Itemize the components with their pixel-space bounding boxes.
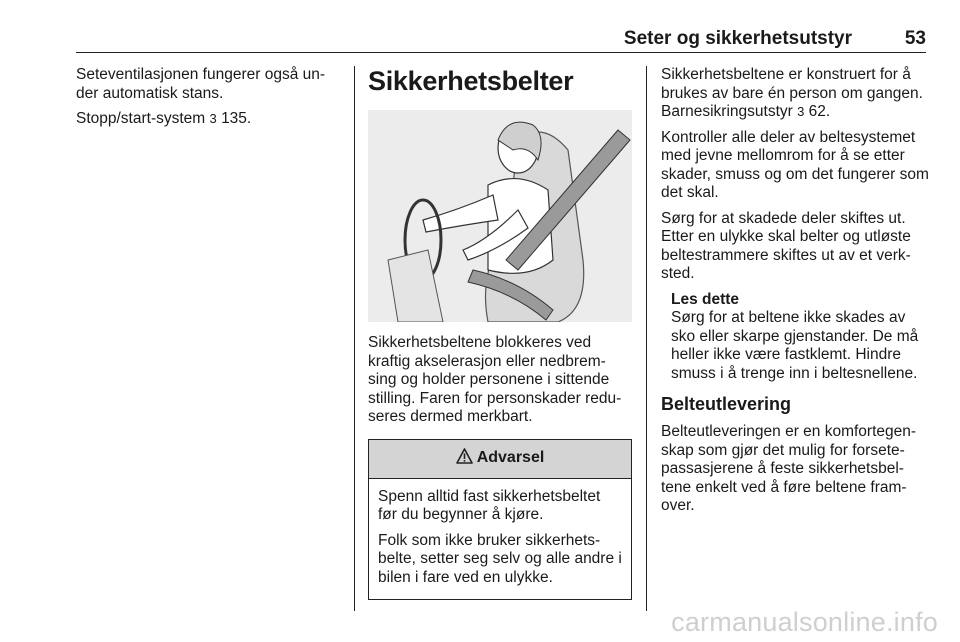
paragraph: Folk som ikke bruker sikkerhets- belte, setter seg selv og alle andre i bilen i fare ved en ulykke. (378, 531, 622, 586)
note-box (661, 291, 931, 384)
warning-title: Advarsel (476, 449, 545, 467)
paragraph: Sørg for at skadede deler skiftes ut. Etter en ulykke skal belter og utløste beltestrammere skiftes ut av et verk- sted. (661, 209, 911, 282)
column-1 (76, 66, 342, 136)
paragraph: Seteventilasjonen fungerer også un- der automatisk stans. (76, 66, 326, 102)
page-number: 53 (904, 28, 926, 49)
seatbelt-driver-illustration (368, 110, 632, 322)
note-title: Les dette (671, 290, 740, 308)
column-divider (354, 66, 355, 611)
paragraph: Belteutleveringen er en komfortegen- skap som gjør det mulig for forsete- passasjerene å feste sikkerhetsbel- tene enkelt ved å føre beltene fram- over. (661, 423, 917, 514)
page-header (76, 28, 926, 53)
subsection-heading: Belteutlevering (661, 394, 792, 414)
column-2 (368, 66, 632, 600)
page-ref-icon: 3 (209, 111, 217, 126)
page-ref-link[interactable]: 62. (808, 103, 831, 120)
paragraph: Sikkerhetsbeltene blokkeres ved kraftig akselerasjon eller nedbrem- sing og holder personene i sittende stilling. Faren for personskader redu- seres dermed merkbart. (368, 334, 622, 425)
paragraph: Sikkerhetsbeltene er konstruert for å brukes av bare én person om gangen. Barnesikringsutstyr 3 62. (661, 66, 923, 120)
paragraph: Stopp/start-system 3 135. (76, 110, 252, 127)
paragraph: Kontroller alle deler av beltesystemet med jevne mellomrom for å se etter skader, smuss og om det fungerer som det skal. (661, 128, 929, 201)
column-divider (646, 66, 647, 611)
section-heading: Sikkerhetsbelter (368, 66, 574, 96)
warning-body (369, 479, 631, 600)
warning-header (369, 440, 631, 479)
watermark: carmanualsonline.info (671, 607, 938, 637)
warning-triangle-icon (456, 448, 473, 470)
page-ref-link[interactable]: 135. (221, 110, 252, 127)
note-text: Sørg for at beltene ikke skades av sko eller skarpe gjenstander. De må heller ikke være fastklemt. Hindre smuss i å trenge inn i beltesnellene. (671, 309, 919, 382)
warning-box (368, 439, 632, 601)
section-title: Seter og sikkerhetsutstyr (623, 28, 852, 49)
paragraph: Spenn alltid fast sikkerhetsbeltet før du begynner å kjøre. (378, 487, 601, 523)
page-ref-icon: 3 (797, 104, 805, 119)
column-3 (661, 66, 931, 523)
